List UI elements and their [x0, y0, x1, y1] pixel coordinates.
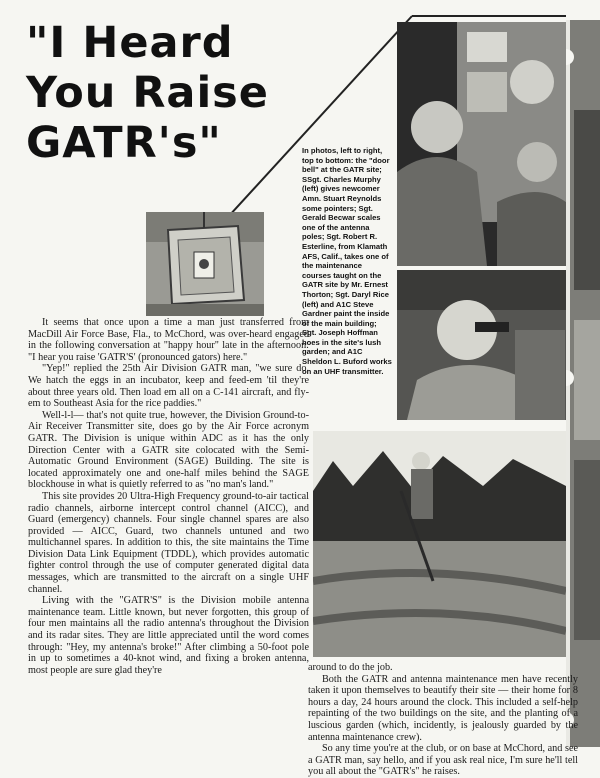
garden-image	[313, 431, 566, 657]
headline-line-1: "I Heard	[26, 18, 234, 68]
article-paragraph: So any time you're at the club, or on base at McChord, and see a GATR man, say hello, and if you ask real nice, I'm sure he'll tell you all about the "GATR's" he raises.	[308, 743, 578, 778]
headline-line-2: You Raise	[26, 68, 269, 118]
photo-door-bell	[146, 212, 264, 316]
photo-garden	[313, 431, 566, 657]
article-paragraph: "Yep!" replied the 25th Air Division GATR man, "we sure do. We hatch the eggs in an incubator, keep and feed-em 'til they're about three years old. Then load em all on a C-141 aircraft, and fly-em to Southeast Asia for the rice paddies."	[28, 363, 309, 410]
murphy-reynolds-image	[397, 22, 566, 266]
maintenance-course-image	[397, 270, 566, 420]
adjacent-page-edge	[566, 20, 600, 747]
article-paragraph: Well-l-l— that's not quite true, however, the Division Ground-to-Air Receiver Transmitter site, does go by the Air Force acronym GATR. The Division is unique within ADC as it has the only Direction Center with a GATR site colocated with the Semi-Automatic Ground Environment (SAGE) Building. The site is located approximately one and one-half miles behind the SAGE blockhouse in what is quietly referred to as "no man's land."	[28, 409, 309, 491]
photo-caption: In photos, left to right, top to bottom: the "door bell" at the GATR site; SSgt. Charles Murphy (left) gives newcomer Amn. Stuart Reynolds some pointers; Sgt. Gerald Becwar scales one of the antenna poles; Sgt. Robert R. Esterline, from Klamath AFS, Calif., takes one of the maintenance courses taught on the GATR site by Mr. Ernest Thorton; Sgt. Daryl Rice (left) and A1C Steve Gardner paint the inside of the main building; Sgt. Joseph Hoffman hoes in the site's lush garden; and A1C Sheldon L. Buford works on an UHF transmitter.	[302, 146, 392, 376]
photo-maintenance-course	[397, 270, 566, 420]
edge-photo-strip	[566, 20, 600, 747]
headline-line-3: GATR's"	[26, 118, 222, 168]
article-paragraph: This site provides 20 Ultra-High Frequency ground-to-air tactical radio channels, airborne intercept control channel (AICC), and Guard (emergency) channels. Four single channel spares are also provided — AICC, Guard, two channels untuned and two multichannel spares. In addition to this, the site maintains the Time Division Data Link Equipment (TDDL), which provides automatic fighter control through the use of computer generated digital data messages, which are transmitted to the aircraft on a single UHF channel.	[28, 490, 309, 595]
photo-murphy-reynolds	[397, 22, 566, 266]
article-continuation	[308, 662, 578, 778]
door-bell-image	[146, 212, 264, 316]
article-body	[28, 317, 309, 676]
article-paragraph: It seems that once upon a time a man just transferred from MacDill Air Force Base, Fla., to McChord, was over-heard engaged in the following conversation at "happy hour" late in the afternoon: "I hear you raise 'GATR'S' (pronounced gators) here."	[28, 317, 309, 363]
article-paragraph: around to do the job.	[308, 662, 393, 673]
article-paragraph: Both the GATR and antenna maintenance men have recently taken it upon themselves to beautify their site — their home for 8 hours a day, 24 hours around the clock. This included a self-help repainting of the two buildings on the site, and the planting of a luscious garden (which, incidently, is jealously guarded by the antenna maintenance crew).	[308, 673, 578, 743]
article-paragraph: Living with the "GATR'S" is the Division mobile antenna maintenance team. Little known, but never forgotten, this group of four men maintains all the radio antenna's throughout the Division and its radar sites. They are little appreciated until the word comes through: "Hey, my antenna's broke!" After climbing a 50-foot pole in up to sometimes a 40-knot wind, and fixing a broken antenna, most people are sure glad they're	[28, 595, 309, 676]
